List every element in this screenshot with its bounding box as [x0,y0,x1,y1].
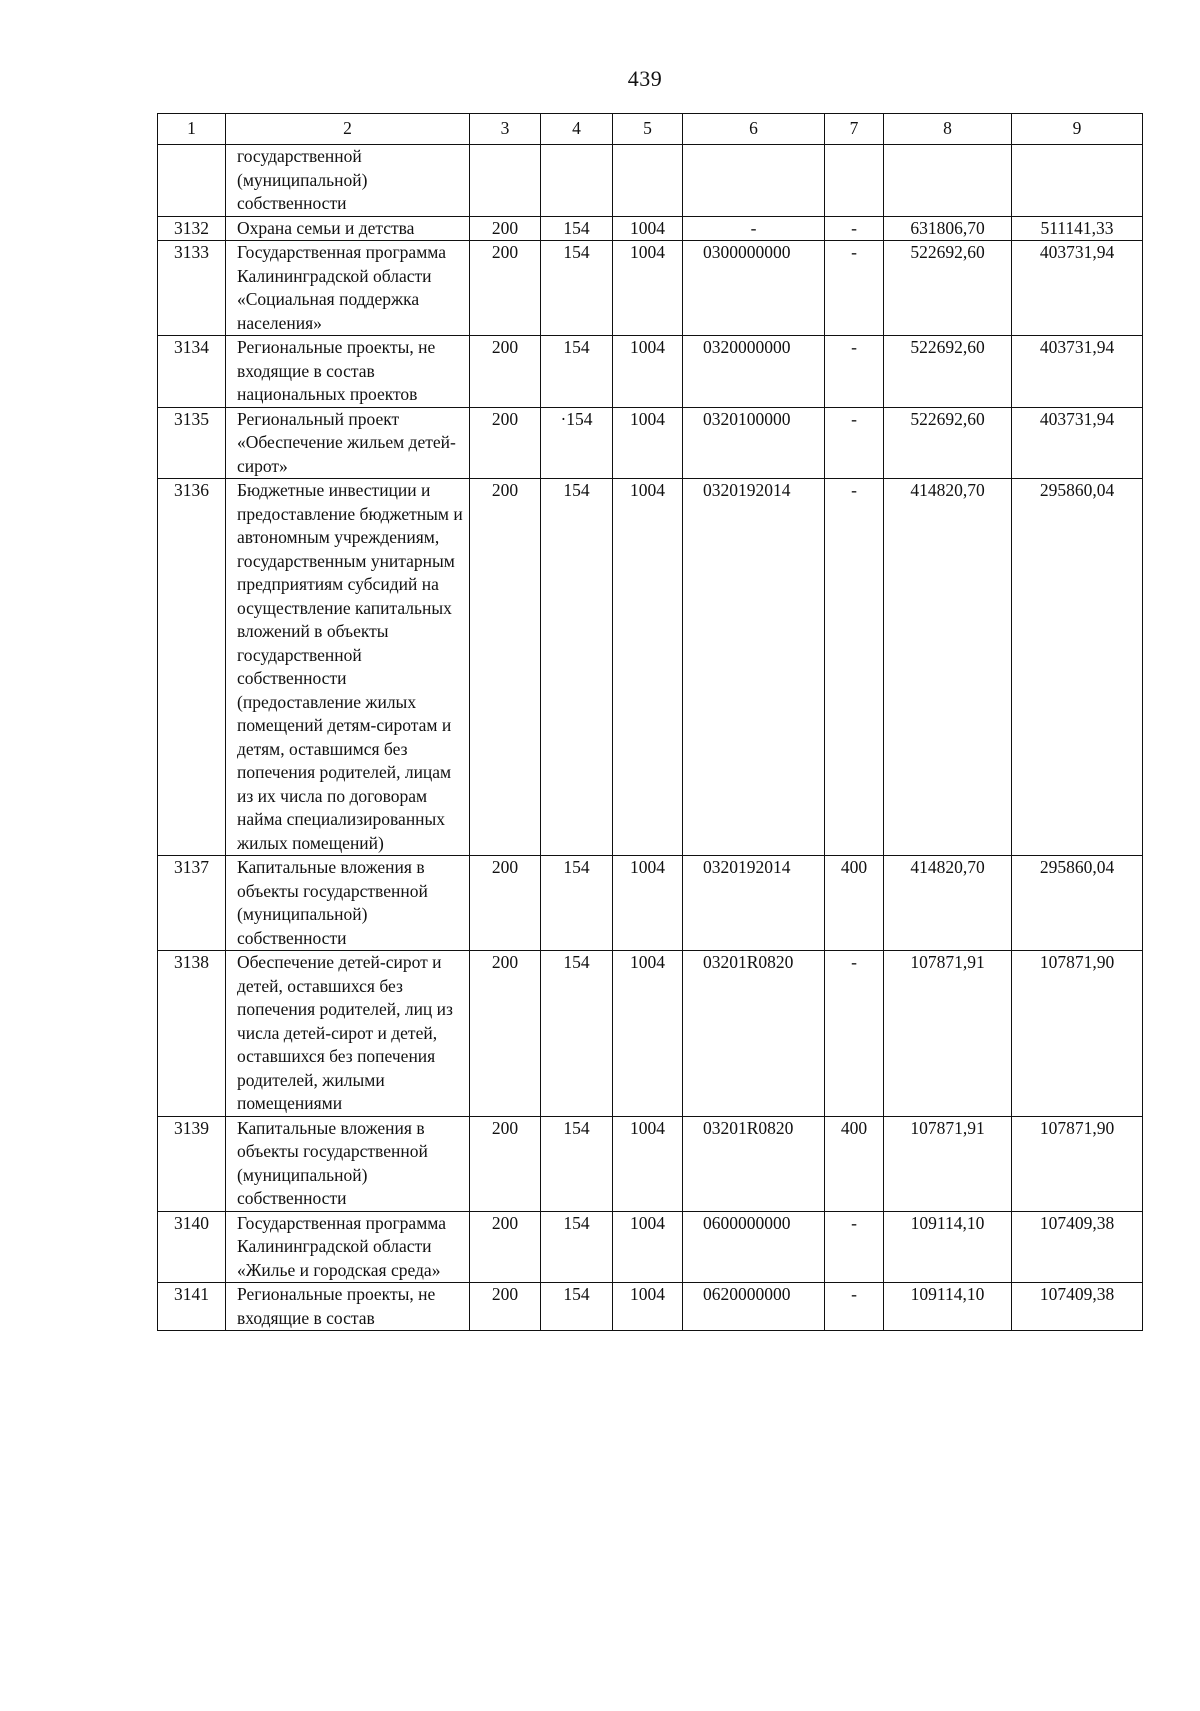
cell-col5: 1004 [613,241,683,336]
cell-col5: 1004 [613,1283,683,1331]
row-description: Региональные проекты, не входящие в состав национальных проектов [226,336,470,408]
cell-col4: 154 [541,1116,613,1211]
row-number: 3141 [158,1283,226,1331]
table-row [158,951,1143,1117]
cell-col3: 200 [470,336,541,408]
cell-col5: 1004 [613,1211,683,1283]
table-row [158,407,1143,479]
column-header: 8 [884,114,1012,145]
cell-col4: 154 [541,951,613,1117]
column-header: 1 [158,114,226,145]
cell-col7: - [825,407,884,479]
cell-col6: 0320100000 [683,407,825,479]
column-header: 2 [226,114,470,145]
cell-amount-1: 522692,60 [884,407,1012,479]
row-number: 3138 [158,951,226,1117]
cell-col4: 154 [541,216,613,241]
column-header: 4 [541,114,613,145]
row-description: Региональный проект «Обеспечение жильем детей-сирот» [226,407,470,479]
column-header: 6 [683,114,825,145]
row-number: 3139 [158,1116,226,1211]
cell-col6: 03201R0820 [683,951,825,1117]
cell-amount-2: 107871,90 [1012,951,1143,1117]
row-description: Капитальные вложения в объекты государственной (муниципальной) собственности [226,1116,470,1211]
cell-col3: 200 [470,241,541,336]
cell-col5: 1004 [613,856,683,951]
cell-amount-1: 522692,60 [884,241,1012,336]
row-description: государственной (муниципальной) собственности [226,145,470,217]
cell-col6: - [683,216,825,241]
cell-col4: 154 [541,241,613,336]
column-header: 9 [1012,114,1143,145]
cell-col5: 1004 [613,216,683,241]
row-description: Обеспечение детей-сирот и детей, оставшихся без попечения родителей, лиц из числа детей-сирот и детей, оставшихся без попечения родителей, жилыми помещениями [226,951,470,1117]
cell-amount-2 [1012,145,1143,217]
cell-col4 [541,145,613,217]
row-number: 3133 [158,241,226,336]
cell-col6: 0300000000 [683,241,825,336]
cell-col7: - [825,951,884,1117]
cell-col6: 0320192014 [683,479,825,856]
cell-col6: 0600000000 [683,1211,825,1283]
cell-amount-1: 107871,91 [884,1116,1012,1211]
row-description: Государственная программа Калининградской области «Жилье и городская среда» [226,1211,470,1283]
cell-amount-1: 107871,91 [884,951,1012,1117]
cell-amount-1: 522692,60 [884,336,1012,408]
cell-col7: - [825,1283,884,1331]
row-number: 3134 [158,336,226,408]
cell-amount-2: 295860,04 [1012,856,1143,951]
table-row [158,856,1143,951]
row-description: Капитальные вложения в объекты государственной (муниципальной) собственности [226,856,470,951]
column-header: 7 [825,114,884,145]
cell-col3: 200 [470,216,541,241]
table-row [158,1283,1143,1331]
row-number: 3140 [158,1211,226,1283]
table-row [158,216,1143,241]
row-description: Бюджетные инвестиции и предоставление бюджетным и автономным учреждениям, государственным унитарным предприятиям субсидий на осуществление капитальных вложений в объекты государственной собственности (предоставление жилых помещений детям-сиротам и детям, оставшимся без попечения родителей, лицам из их числа по договорам найма специализированных жилых помещений) [226,479,470,856]
cell-amount-2: 403731,94 [1012,241,1143,336]
column-header: 5 [613,114,683,145]
cell-col7: 400 [825,1116,884,1211]
cell-col7: - [825,336,884,408]
cell-col7: - [825,241,884,336]
cell-amount-2: 403731,94 [1012,407,1143,479]
cell-amount-1: 414820,70 [884,479,1012,856]
cell-col7: 400 [825,856,884,951]
cell-amount-2: 107409,38 [1012,1211,1143,1283]
row-number: 3137 [158,856,226,951]
row-number [158,145,226,217]
cell-amount-1 [884,145,1012,217]
column-header: 3 [470,114,541,145]
cell-amount-2: 107409,38 [1012,1283,1143,1331]
row-description: Охрана семьи и детства [226,216,470,241]
cell-col3 [470,145,541,217]
cell-col7: - [825,216,884,241]
cell-col3: 200 [470,1211,541,1283]
cell-col6: 0320192014 [683,856,825,951]
cell-col5: 1004 [613,407,683,479]
cell-col7 [825,145,884,217]
cell-col6: 0620000000 [683,1283,825,1331]
cell-col4: 154 [541,856,613,951]
cell-col6 [683,145,825,217]
cell-col5: 1004 [613,951,683,1117]
cell-col4: 154 [541,1283,613,1331]
cell-col5: 1004 [613,479,683,856]
table-row [158,145,1143,217]
cell-col6: 0320000000 [683,336,825,408]
cell-col4: 154 [541,1211,613,1283]
row-number: 3135 [158,407,226,479]
cell-col7: - [825,479,884,856]
cell-col3: 200 [470,951,541,1117]
cell-col5 [613,145,683,217]
cell-amount-2: 511141,33 [1012,216,1143,241]
cell-col3: 200 [470,407,541,479]
table-row [158,241,1143,336]
row-number: 3136 [158,479,226,856]
table-row [158,479,1143,856]
cell-col6: 03201R0820 [683,1116,825,1211]
cell-amount-2: 107871,90 [1012,1116,1143,1211]
row-description: Региональные проекты, не входящие в состав [226,1283,470,1331]
table-row [158,336,1143,408]
cell-col7: - [825,1211,884,1283]
table-row [158,1116,1143,1211]
budget-table [157,113,1143,1331]
cell-amount-2: 403731,94 [1012,336,1143,408]
cell-col3: 200 [470,479,541,856]
page-number: 439 [627,66,663,91]
cell-col3: 200 [470,1283,541,1331]
table-row [158,1211,1143,1283]
cell-col5: 1004 [613,336,683,408]
header-row [158,114,1143,145]
cell-col3: 200 [470,856,541,951]
cell-amount-1: 109114,10 [884,1211,1012,1283]
cell-amount-2: 295860,04 [1012,479,1143,856]
cell-amount-1: 109114,10 [884,1283,1012,1331]
cell-col5: 1004 [613,1116,683,1211]
cell-col4: ·154 [541,407,613,479]
row-description: Государственная программа Калининградской области «Социальная поддержка населения» [226,241,470,336]
row-number: 3132 [158,216,226,241]
cell-amount-1: 631806,70 [884,216,1012,241]
cell-amount-1: 414820,70 [884,856,1012,951]
cell-col4: 154 [541,479,613,856]
cell-col3: 200 [470,1116,541,1211]
cell-col4: 154 [541,336,613,408]
